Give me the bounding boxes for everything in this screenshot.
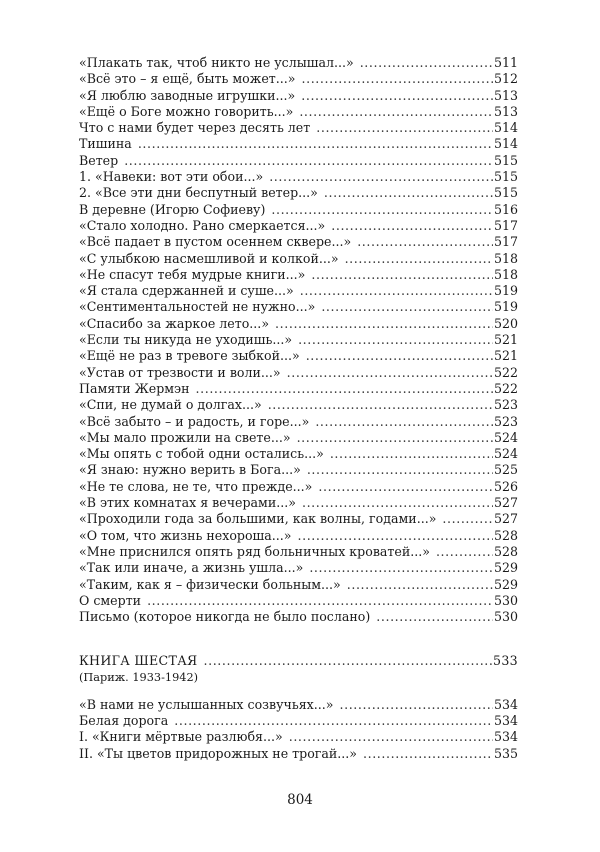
toc-entry-title: 1. «Навеки: вот эти обои...» [79,169,264,185]
toc-entry-title: «Мы опять с тобой одни остались...» [79,446,324,462]
toc-entry-page: 514 [493,120,518,136]
toc-entry [79,746,518,762]
dot-leader [298,332,493,348]
dot-leader [345,251,493,267]
toc-entry-title: I. «Книги мёртвые разлюбя...» [79,729,283,745]
toc-entry-title: «Стало холодно. Рано смеркается...» [79,217,326,233]
dot-leader [318,479,493,495]
toc-entry [79,365,518,381]
toc-entry-page: 524 [493,446,518,462]
dot-leader [287,365,493,381]
toc-entry-page: 529 [493,560,518,576]
toc-entry-title: «Я знаю: нужно верить в Бога...» [79,462,301,478]
toc-entry-title: 2. «Все эти дни беспутный ветер...» [79,185,318,201]
toc-entry-title: «Я стала сдержанней и суше...» [79,283,294,299]
dot-leader [174,713,493,729]
toc-entry-title: «Я люблю заводные игрушки...» [79,87,296,103]
toc-entry-title: «Всё забыто – и радость, и горе...» [79,413,310,429]
toc-entry [79,593,518,609]
dot-leader [124,153,493,169]
toc-entry-page: 530 [493,609,518,625]
dot-leader [347,577,493,593]
toc-entry [79,544,518,560]
toc-entry-page: 515 [493,169,518,185]
page-number-footer: 804 [287,792,313,808]
toc-entry [79,136,518,152]
toc-entry-page: 529 [493,576,518,592]
toc-entry [79,202,518,218]
toc-entry [79,446,518,462]
dot-leader [269,169,493,185]
dot-leader [436,544,493,560]
toc-entry [79,120,518,136]
toc-entry [79,104,518,120]
dot-leader [297,528,492,544]
dot-leader [442,511,493,527]
dot-leader [306,348,493,364]
toc-entry-title: «Всё падает в пустом осеннем сквере...» [79,234,352,250]
toc-entry-page: 518 [493,266,518,282]
toc-entry-page: 528 [493,543,518,559]
dot-leader [321,299,493,315]
toc-entry-title: Памяти Жермэн [79,380,190,396]
toc-entry [79,577,518,593]
toc-entry [79,169,518,185]
dot-leader [301,88,493,104]
toc-entry-title: «Мне приснился опять ряд больничных кроватей...» [79,543,430,559]
toc-entry [79,251,518,267]
toc-entry-title: О смерти [79,592,142,608]
toc-entry [79,283,518,299]
dot-leader [376,609,493,625]
dot-leader [299,104,493,120]
toc-entry-title: «Сентиментальностей не нужно...» [79,299,316,315]
toc-entry-title: «Таким, как я – физически больным...» [79,576,341,592]
toc-entry-title: «Не спасут тебя мудрые книги...» [79,266,306,282]
book-entries [79,697,518,762]
toc-entry-page: 526 [493,478,518,494]
toc-entry-page: 522 [493,364,518,380]
dot-leader [357,234,493,250]
book-subtitle: (Париж. 1933-1942) [79,670,199,684]
dot-leader [300,283,493,299]
toc-entry [79,316,518,332]
dot-leader [307,462,493,478]
toc-entry-page: 513 [493,87,518,103]
toc-entry [79,609,518,625]
toc-entries [79,55,518,625]
toc-entry-title: «Плакать так, чтоб никто не услышал...» [79,55,354,70]
dot-leader [315,414,493,430]
toc-entry-page: 520 [493,315,518,331]
toc-entry [79,381,518,397]
toc-entry-page: 514 [493,136,518,152]
book-heading-row [79,653,518,669]
toc-entry-page: 515 [493,185,518,201]
toc-entry-page: 528 [493,527,518,543]
dot-leader [204,653,493,669]
toc-entry-title: «Ещё о Боге можно говорить...» [79,103,294,119]
dot-leader [275,316,493,332]
toc-entry-page: 521 [493,332,518,348]
toc-entry [79,88,518,104]
toc-entry [79,560,518,576]
toc-entry-page: 519 [493,299,518,315]
section-gap [79,625,518,653]
toc-entry [79,153,518,169]
toc-entry-page: 523 [493,397,518,413]
toc-entry-page: 516 [493,201,518,217]
section-gap [79,685,518,697]
toc-entry-page: 521 [493,348,518,364]
dot-leader [268,397,493,413]
book-heading: КНИГА ШЕСТАЯ [79,653,198,669]
toc-entry-title: «В нами не услышанных созвучьях...» [79,696,334,712]
toc-entry-title: «Не те слова, не те, что прежде...» [79,478,313,494]
toc-entry-page: 519 [493,283,518,299]
dot-leader [297,430,493,446]
toc-entry-title: II. «Ты цветов придорожных не трогай...» [79,745,357,761]
book-page-number: 533 [493,653,518,669]
dot-leader [324,185,493,201]
toc-entry-page: 534 [493,696,518,712]
dot-leader [363,746,493,762]
toc-entry-page: 511 [493,55,518,70]
dot-leader [271,202,493,218]
toc-entry-title: Что с нами будет через десять лет [79,120,311,136]
toc-entry-page: 524 [493,429,518,445]
toc-entry [79,234,518,250]
table-of-contents [79,55,518,762]
toc-entry [79,185,518,201]
toc-entry-page: 534 [493,712,518,728]
toc-entry-page: 512 [493,71,518,87]
toc-entry [79,697,518,713]
toc-entry-page: 535 [493,745,518,761]
toc-entry-page: 530 [493,592,518,608]
toc-entry-page: 523 [493,413,518,429]
toc-entry-page: 518 [493,250,518,266]
toc-entry [79,299,518,315]
toc-entry [79,462,518,478]
toc-entry-page: 534 [493,729,518,745]
toc-entry [79,348,518,364]
dot-leader [316,120,493,136]
toc-entry [79,528,518,544]
toc-entry-title: «Ещё не раз в тревоге зыбкой...» [79,348,300,364]
toc-entry [79,479,518,495]
toc-entry [79,713,518,729]
dot-leader [138,136,493,152]
toc-entry [79,495,518,511]
toc-entry-title: «Проходили года за большими, как волны, годами...» [79,511,437,527]
toc-entry [79,511,518,527]
toc-entry-title: В деревне (Игорю Софиеву) [79,201,266,217]
toc-entry-title: «Так или иначе, а жизнь ушла...» [79,560,304,576]
toc-entry [79,729,518,745]
dot-leader [339,697,492,713]
toc-entry-page: 517 [493,234,518,250]
dot-leader [196,381,493,397]
toc-entry-title: Ветер [79,152,119,168]
dot-leader [331,218,493,234]
toc-entry-title: «С улыбкою насмешливой и колкой...» [79,250,339,266]
dot-leader [309,560,493,576]
toc-entry-title: «Спасибо за жаркое лето...» [79,315,270,331]
toc-entry-page: 517 [493,217,518,233]
dot-leader [302,495,493,511]
dot-leader [147,593,493,609]
toc-entry-page: 515 [493,152,518,168]
toc-entry-title: «Всё это – я ещё, быть может...» [79,71,296,87]
toc-entry-title: Белая дорога [79,712,169,728]
toc-entry [79,414,518,430]
toc-entry-title: Письмо (которое никогда не было послано) [79,609,371,625]
toc-entry-title: «Если ты никуда не уходишь...» [79,332,293,348]
toc-entry-page: 513 [493,103,518,119]
toc-entry-title: «Спи, не думай о долгах...» [79,397,262,413]
toc-entry-page: 527 [493,495,518,511]
toc-entry-page: 525 [493,462,518,478]
toc-entry-title: «Мы мало прожили на свете...» [79,429,291,445]
toc-entry [79,397,518,413]
toc-entry [79,332,518,348]
dot-leader [360,55,493,71]
toc-entry [79,430,518,446]
toc-entry [79,218,518,234]
toc-entry [79,71,518,87]
toc-entry-title: «В этих комнатах я вечерами...» [79,495,296,511]
dot-leader [289,729,493,745]
toc-entry-page: 522 [493,380,518,396]
dot-leader [330,446,493,462]
toc-entry-title: Тишина [79,136,132,152]
toc-entry-page: 527 [493,511,518,527]
toc-entry-title: «О том, что жизнь нехороша...» [79,527,292,543]
toc-entry [79,55,518,71]
dot-leader [301,71,492,87]
toc-entry-title: «Устав от трезвости и воли...» [79,364,281,380]
dot-leader [311,267,493,283]
toc-entry [79,267,518,283]
